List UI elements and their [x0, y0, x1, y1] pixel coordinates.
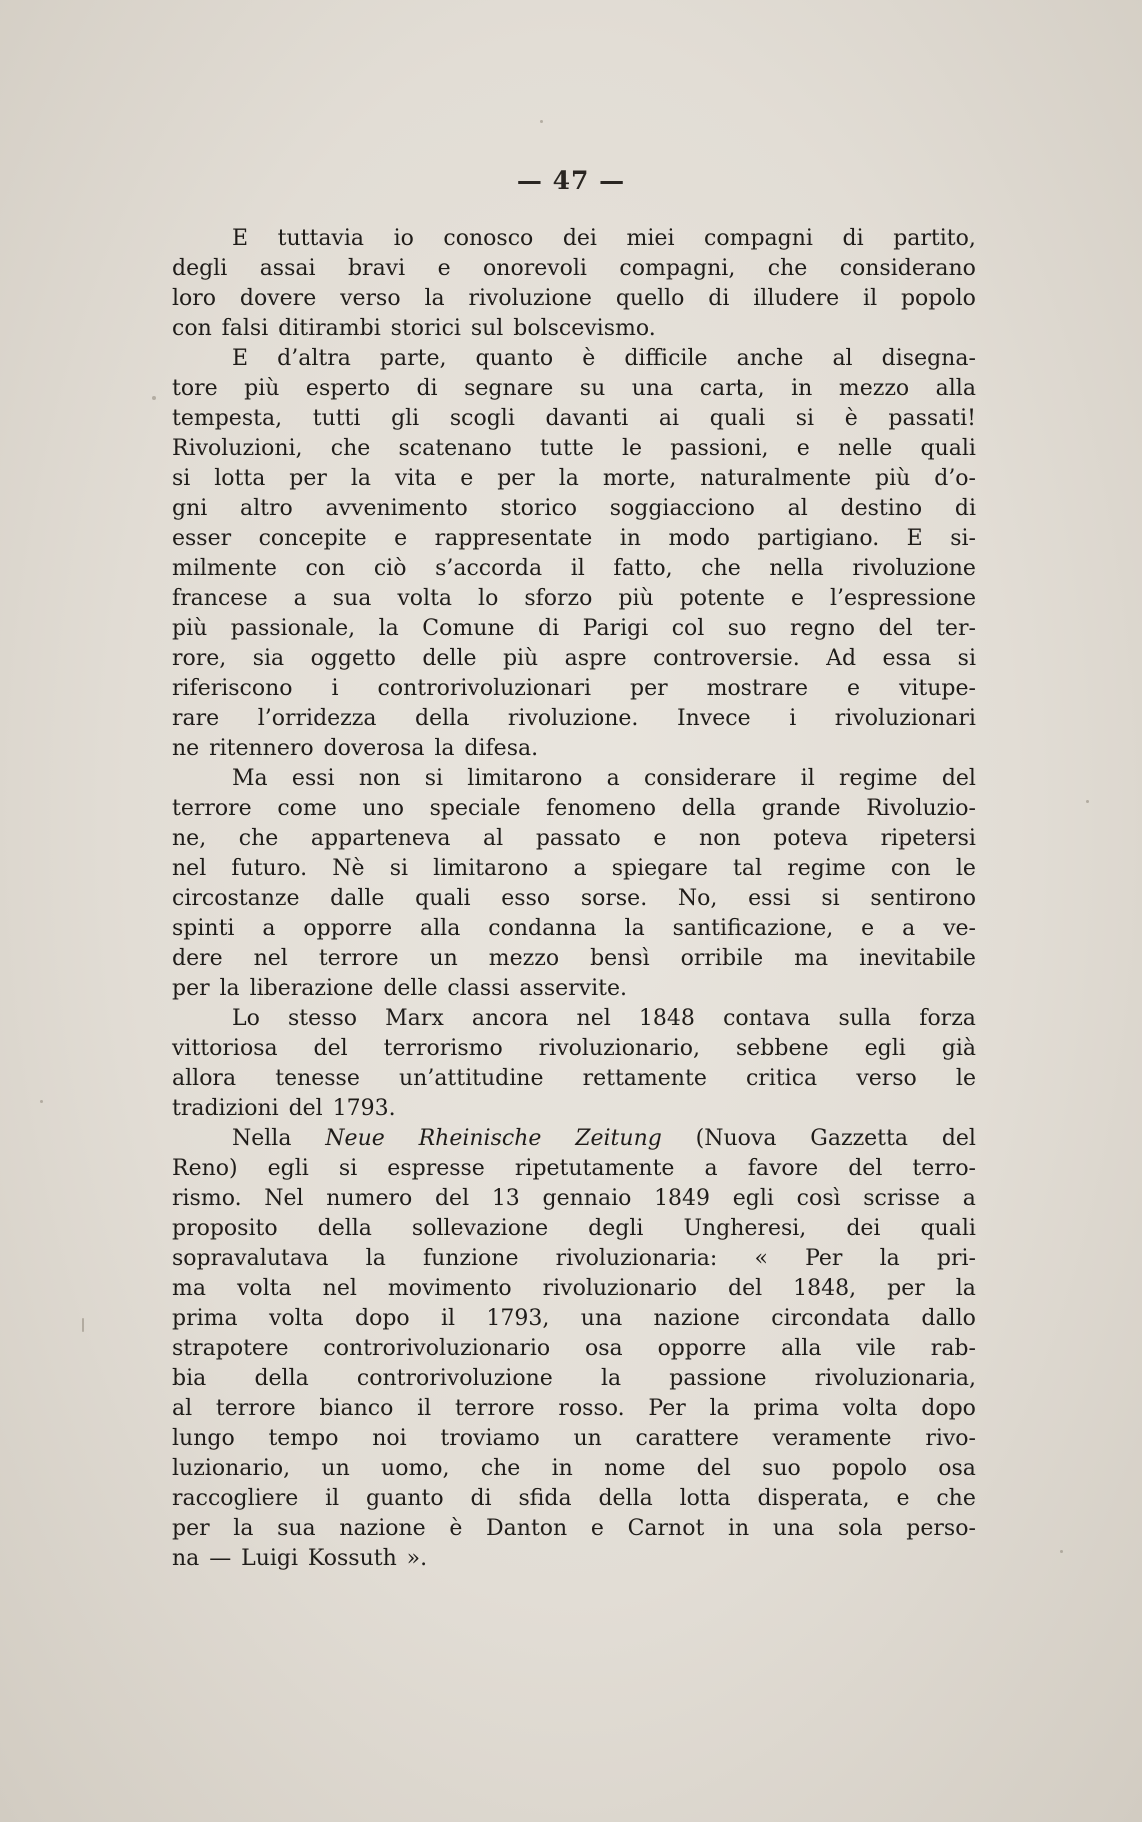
text-line: degli assai bravi e onorevoli compagni, che considerano — [172, 256, 976, 281]
text-line: con falsi ditirambi storici sul bolscevismo. — [172, 316, 656, 341]
text-line: per la sua nazione è Danton e Carnot in una sola perso- — [172, 1516, 976, 1541]
text-line: esser concepite e rappresentate in modo partigiano. E si- — [172, 526, 976, 551]
paper-speck — [1086, 800, 1089, 803]
text-line: si lotta per la vita e per la morte, naturalmente più d’o- — [172, 466, 976, 491]
text-line: tempesta, tutti gli scogli davanti ai quali si è passati! — [172, 406, 976, 431]
text-line: Nella Neue Rheinische Zeitung (Nuova Gazzetta del — [232, 1126, 976, 1151]
text-line: Rivoluzioni, che scatenano tutte le passioni, e nelle quali — [172, 436, 976, 461]
text-line: ne, che apparteneva al passato e non poteva ripetersi — [172, 826, 976, 851]
text-line: allora tenesse un’attitudine rettamente critica verso le — [172, 1066, 976, 1091]
text-line: al terrore bianco il terrore rosso. Per la prima volta dopo — [172, 1396, 976, 1421]
text-line: loro dovere verso la rivoluzione quello di illudere il popolo — [172, 286, 976, 311]
text-line: per la liberazione delle classi asservite. — [172, 976, 627, 1001]
text-line: nel futuro. Nè si limitarono a spiegare tal regime con le — [172, 856, 976, 881]
text-line: rare l’orridezza della rivoluzione. Invece i rivoluzionari — [172, 706, 976, 731]
text-line: E tuttavia io conosco dei miei compagni di partito, — [232, 226, 976, 251]
text-line: vittoriosa del terrorismo rivoluzionario, sebbene egli già — [172, 1036, 976, 1061]
text-line: na — Luigi Kossuth ». — [172, 1546, 428, 1571]
text-line: riferiscono i controrivoluzionari per mostrare e vitupe- — [172, 676, 976, 701]
text-line: tore più esperto di segnare su una carta, in mezzo alla — [172, 376, 976, 401]
paper-speck — [1060, 1550, 1063, 1553]
text-line: sopravalutava la funzione rivoluzionaria: « Per la pri- — [172, 1246, 976, 1271]
text-line: E d’altra parte, quanto è difficile anche al disegna- — [232, 346, 976, 371]
text-line: spinti a opporre alla condanna la santificazione, e a ve- — [172, 916, 976, 941]
text-line: tradizioni del 1793. — [172, 1096, 396, 1121]
text-line: francese a sua volta lo sforzo più potente e l’espressione — [172, 586, 976, 611]
text-line: gni altro avvenimento storico soggiacciono al destino di — [172, 496, 976, 521]
text-line: ne ritennero doverosa la difesa. — [172, 736, 539, 761]
paper-speck — [40, 1100, 43, 1103]
text-line: ma volta nel movimento rivoluzionario del 1848, per la — [172, 1276, 976, 1301]
text-line: Reno) egli si espresse ripetutamente a favore del terro- — [172, 1156, 976, 1181]
text-line: rore, sia oggetto delle più aspre controversie. Ad essa si — [172, 646, 976, 671]
text-line: circostanze dalle quali esso sorse. No, essi si sentirono — [172, 886, 976, 911]
text-line: raccogliere il guanto di sfida della lotta disperata, e che — [172, 1486, 976, 1511]
text-line: Ma essi non si limitarono a considerare il regime del — [232, 766, 976, 791]
text-line: strapotere controrivoluzionario osa opporre alla vile rab- — [172, 1336, 976, 1361]
text-line: prima volta dopo il 1793, una nazione circondata dallo — [172, 1306, 976, 1331]
text-line: milmente con ciò s’accorda il fatto, che nella rivoluzione — [172, 556, 976, 581]
text-line: proposito della sollevazione degli Ungheresi, dei quali — [172, 1216, 976, 1241]
paper-speck — [540, 120, 543, 123]
text-line: più passionale, la Comune di Parigi col suo regno del ter- — [172, 616, 976, 641]
page-number: — 47 — — [516, 166, 626, 195]
paper-speck — [82, 1318, 84, 1332]
text-line: terrore come uno speciale fenomeno della grande Rivoluzio- — [172, 796, 976, 821]
text-line: lungo tempo noi troviamo un carattere veramente rivo- — [172, 1426, 976, 1451]
text-line: Lo stesso Marx ancora nel 1848 contava sulla forza — [232, 1006, 976, 1031]
text-line: rismo. Nel numero del 13 gennaio 1849 egli così scrisse a — [172, 1186, 976, 1211]
body-text — [172, 224, 976, 1574]
text-line: dere nel terrore un mezzo bensì orribile ma inevitabile — [172, 946, 976, 971]
paper-speck — [152, 396, 156, 400]
text-line: bia della controrivoluzione la passione rivoluzionaria, — [172, 1366, 976, 1391]
text-line: luzionario, un uomo, che in nome del suo popolo osa — [172, 1456, 976, 1481]
